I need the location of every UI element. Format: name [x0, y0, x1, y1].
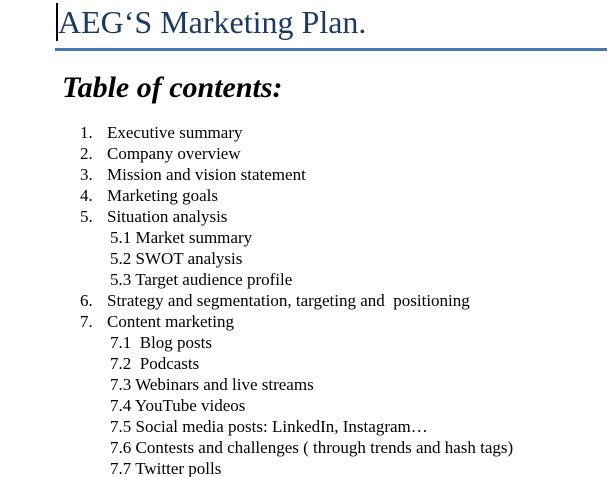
toc-item-label: Marketing goals [107, 186, 218, 205]
toc-item-label: Content marketing [107, 312, 235, 331]
title-section [55, 0, 607, 51]
toc-item-label: Mission and vision statement [107, 165, 306, 184]
toc-item[interactable]: 7.4 YouTube videos [110, 396, 246, 415]
toc-item-number: 6. [80, 291, 93, 310]
toc-item-number: 2. [80, 144, 93, 163]
document-title[interactable]: AEG‘S Marketing Plan. [58, 4, 367, 40]
toc-item[interactable]: 7.3 Webinars and live streams [110, 375, 314, 394]
toc-item[interactable]: 7.6 Contests and challenges ( through trends and hash tags) [110, 438, 514, 457]
toc-item[interactable] [0, 311, 610, 332]
toc-item[interactable]: 7.2 Podcasts [110, 354, 200, 373]
toc-item[interactable]: 7.5 Social media posts: LinkedIn, Instagram… [110, 417, 428, 436]
toc-item[interactable] [0, 206, 610, 227]
toc-item[interactable] [0, 185, 610, 206]
toc-heading[interactable]: Table of contents: [62, 71, 283, 104]
toc-item[interactable] [0, 164, 610, 185]
toc-item-label: Executive summary [107, 123, 243, 142]
toc-item-number: 4. [80, 186, 93, 205]
toc-item[interactable]: 7.7 Twitter polls [110, 459, 222, 477]
toc-item-label: Company overview [107, 144, 241, 163]
toc-item[interactable] [0, 143, 610, 164]
toc-item[interactable]: 5.2 SWOT analysis [110, 249, 243, 268]
toc-item[interactable]: 5.1 Market summary [110, 228, 253, 247]
toc-item-number: 3. [80, 165, 93, 184]
toc-item[interactable] [0, 290, 610, 311]
toc-item-number: 1. [80, 123, 93, 142]
toc-item-label: Strategy and segmentation, targeting and positioning [107, 291, 470, 310]
toc-item[interactable]: 7.1 Blog posts [110, 333, 213, 352]
toc-item-number: 5. [80, 207, 93, 226]
toc-item[interactable] [0, 122, 610, 143]
toc-list [0, 122, 610, 477]
toc-item-number: 7. [80, 312, 93, 331]
toc-item-label: Situation analysis [107, 207, 228, 226]
toc-item[interactable]: 5.3 Target audience profile [110, 270, 293, 289]
